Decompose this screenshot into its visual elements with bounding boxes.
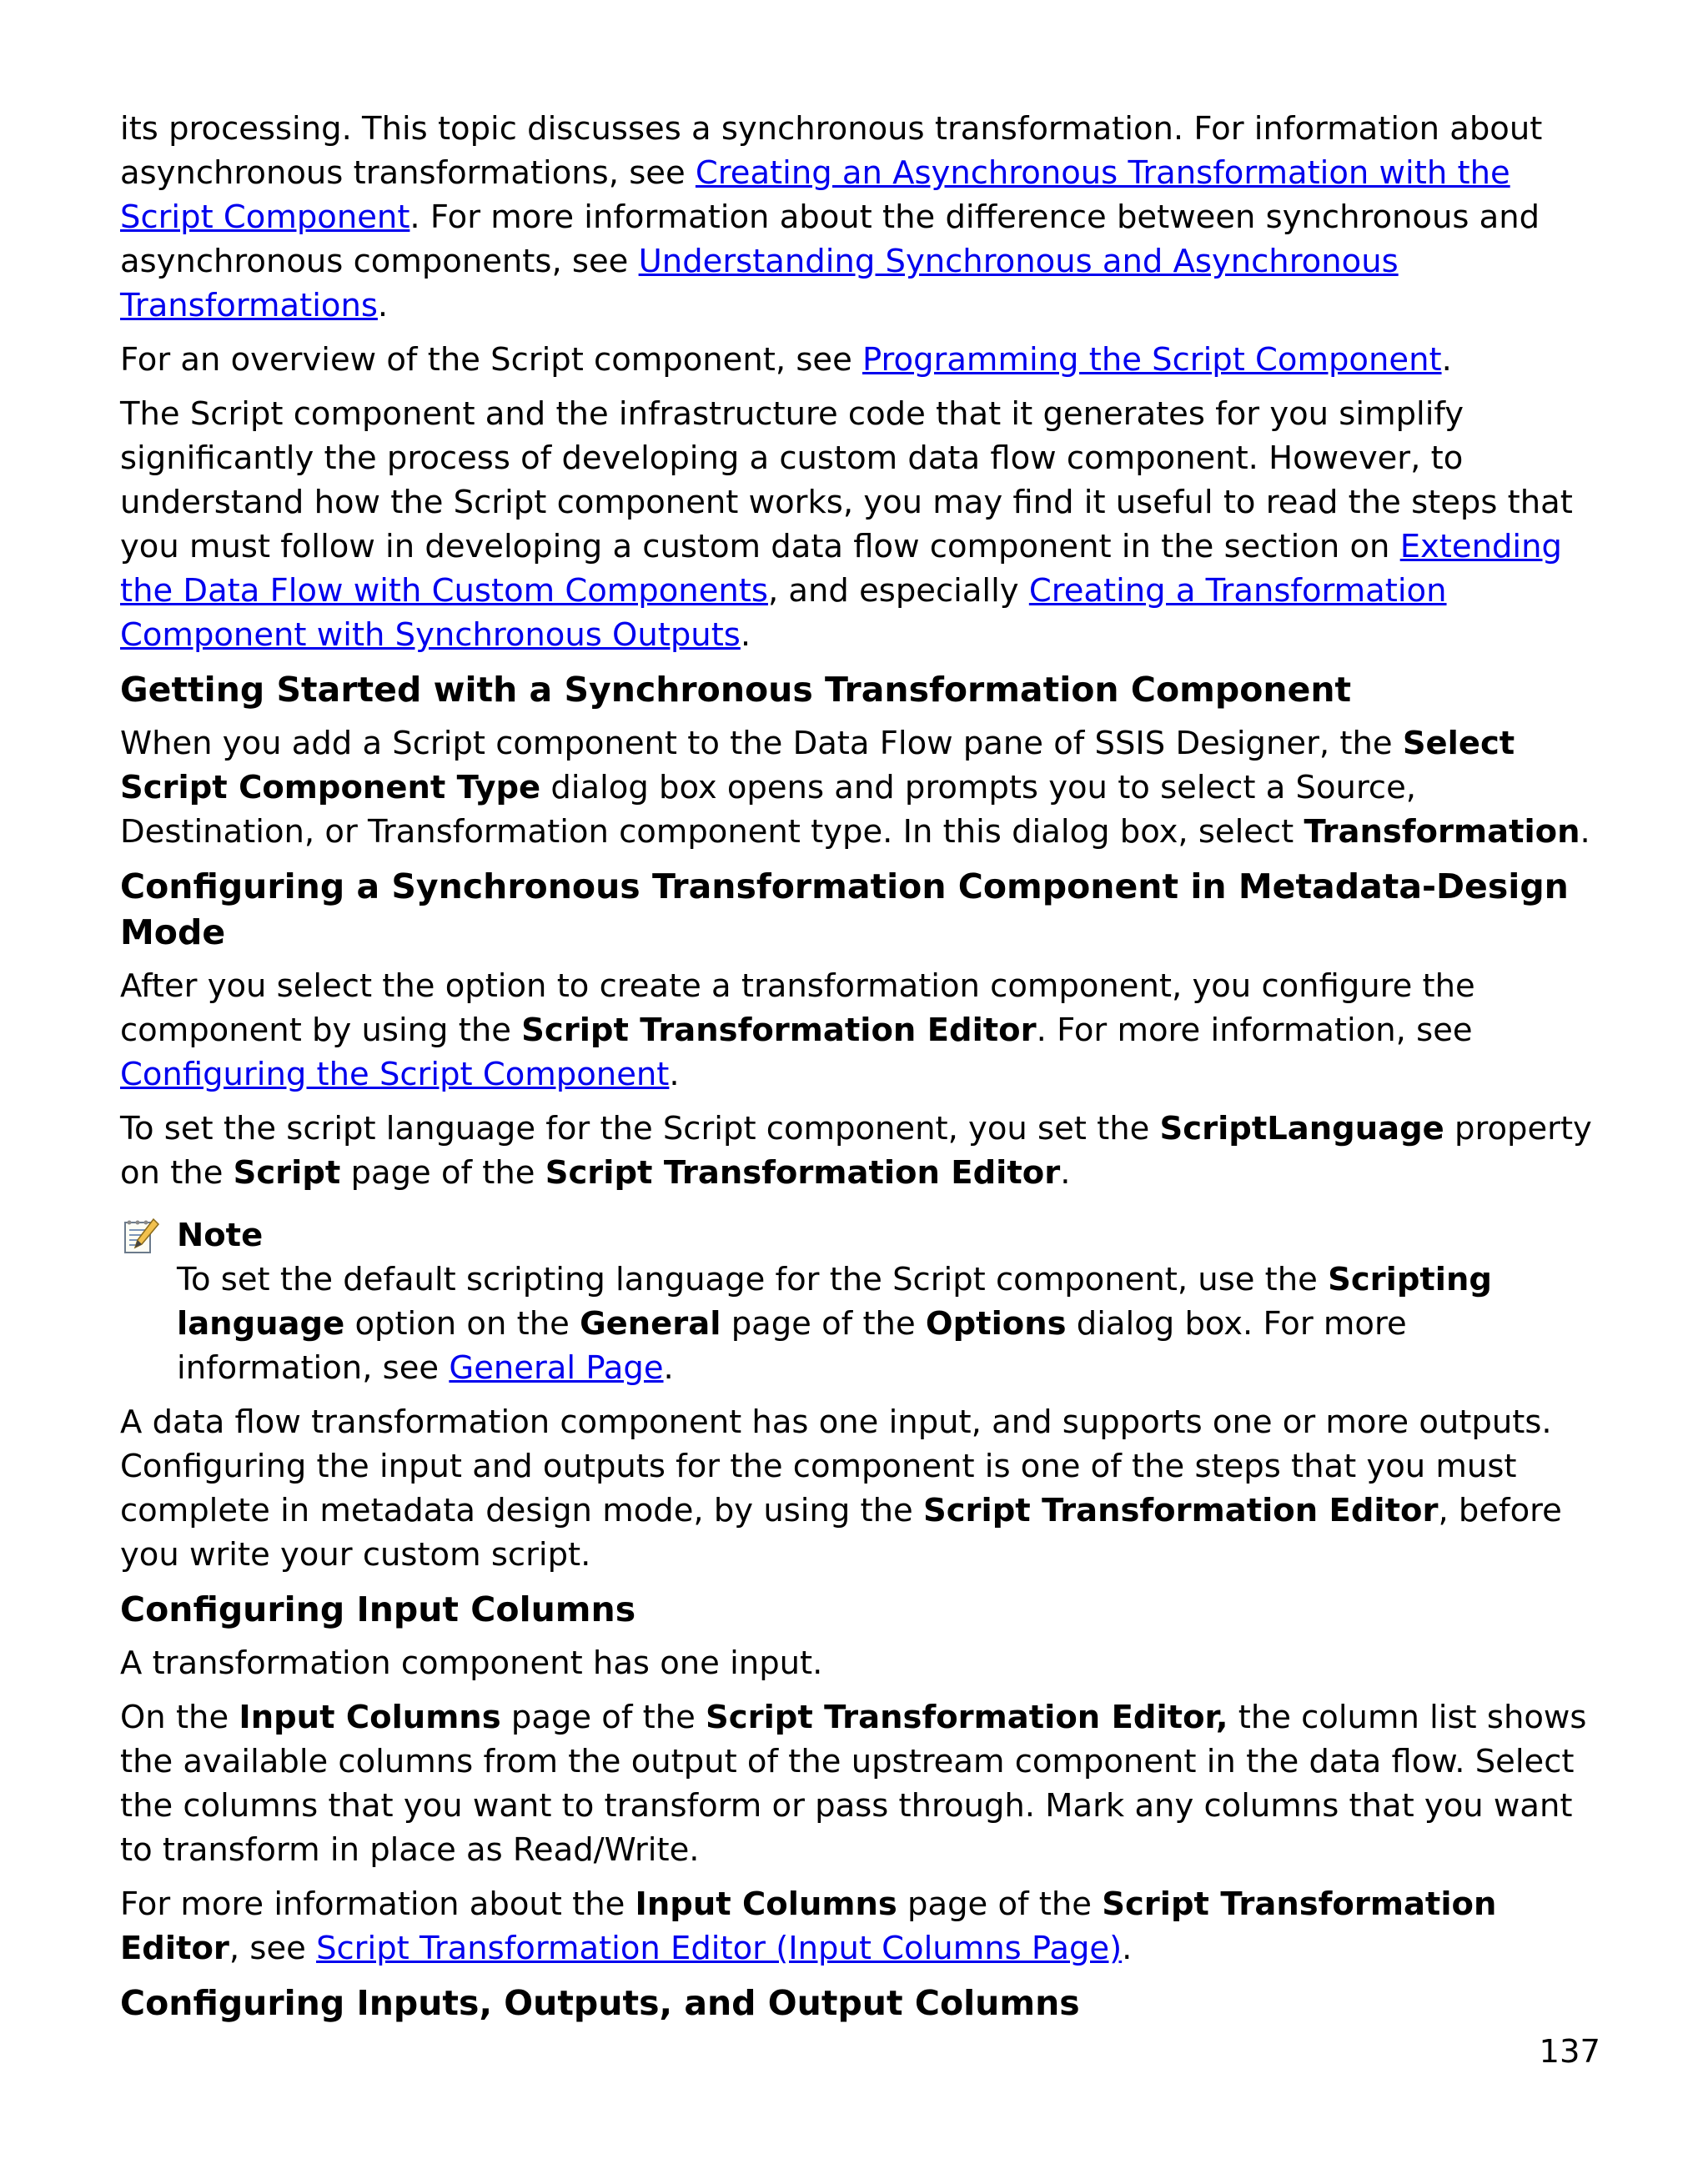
heading-metadata-design-mode: Configuring a Synchronous Transformation Component in Metadata-Design Mode <box>120 866 1569 952</box>
link-configuring-script-component[interactable]: Configuring the Script Component <box>120 1056 670 1093</box>
link-programming-script-component[interactable]: Programming the Script Component <box>862 341 1442 379</box>
note-body: To set the default scripting language for the Script component, use the Scripting language option on the General page of the Options dialog box. For more information, see General Page. <box>177 1261 1492 1387</box>
paragraph-infrastructure: The Script component and the infrastructure code that it generates for you simplify significantly the process of developing a custom data flow component. However, to understand how the Script component works, you may find it useful to read the steps that you must follow in developing a custom data flow component in the section on Extending the Data Flow with Custom Components, and especially Creating a Transformation Component with Synchronous Outputs. <box>120 395 1573 654</box>
note-header <box>120 1213 1600 1258</box>
heading-input-columns: Configuring Input Columns <box>120 1589 636 1629</box>
note-title: Note <box>177 1217 264 1254</box>
link-async-transformation[interactable]: Creating an Asynchronous Transformation with the Script Component <box>120 154 1510 236</box>
paragraph-script-language: To set the script language for the Script component, you set the ScriptLanguage property on the Script page of the Script Transformation Editor. <box>120 1110 1592 1192</box>
note-icon <box>120 1216 160 1256</box>
page-content <box>120 107 1600 2035</box>
paragraph-inputs-outputs: A data flow transformation component has one input, and supports one or more outputs. Configuring the input and outputs for the component is one of the steps that you must complete in metadata design mode, by using the Script Transformation Editor, before you write your custom script. <box>120 1403 1562 1574</box>
paragraph-input-columns-page: On the Input Columns page of the Script Transformation Editor, the column list shows the available columns from the output of the upstream component in the data flow. Select the columns that you want to transform or pass through. Mark any columns that you want to transform in place as Read/Write. <box>120 1699 1587 1869</box>
heading-inputs-outputs-columns: Configuring Inputs, Outputs, and Output Columns <box>120 1983 1080 2023</box>
paragraph-add-script-component: When you add a Script component to the Data Flow pane of SSIS Designer, the Select Script Component Type dialog box opens and prompts you to select a Source, Destination, or Transformation component type. In this dialog box, select Transformation. <box>120 725 1590 851</box>
paragraph-one-input: A transformation component has one input. <box>120 1644 823 1682</box>
link-extending-data-flow[interactable]: Extending the Data Flow with Custom Components <box>120 528 1562 610</box>
paragraph-overview: For an overview of the Script component, see Programming the Script Component. <box>120 341 1452 379</box>
heading-getting-started: Getting Started with a Synchronous Transformation Component <box>120 670 1352 710</box>
link-input-columns-page[interactable]: Script Transformation Editor (Input Columns Page) <box>316 1930 1123 1967</box>
link-understanding-sync-async[interactable]: Understanding Synchronous and Asynchronous Transformations <box>120 243 1399 324</box>
link-general-page[interactable]: General Page <box>449 1349 664 1387</box>
paragraph-more-info-input-columns: For more information about the Input Columns page of the Script Transformation Editor, see Script Transformation Editor (Input Columns Page). <box>120 1885 1497 1967</box>
link-transformation-sync-outputs[interactable]: Creating a Transformation Component with Synchronous Outputs <box>120 572 1447 654</box>
paragraph-configure-component: After you select the option to create a transformation component, you configure the component by using the Script Transformation Editor. For more information, see Configuring the Script Component. <box>120 967 1475 1093</box>
paragraph-intro: its processing. This topic discusses a synchronous transformation. For information about asynchronous transformations, see Creating an Asynchronous Transformation with the Script Component. For more information about the difference between synchronous and asynchronous components, see Understanding Synchronous and Asynchronous Transformations. <box>120 110 1543 324</box>
page-number: 137 <box>1539 2033 1600 2071</box>
note-box <box>120 1213 1600 1390</box>
